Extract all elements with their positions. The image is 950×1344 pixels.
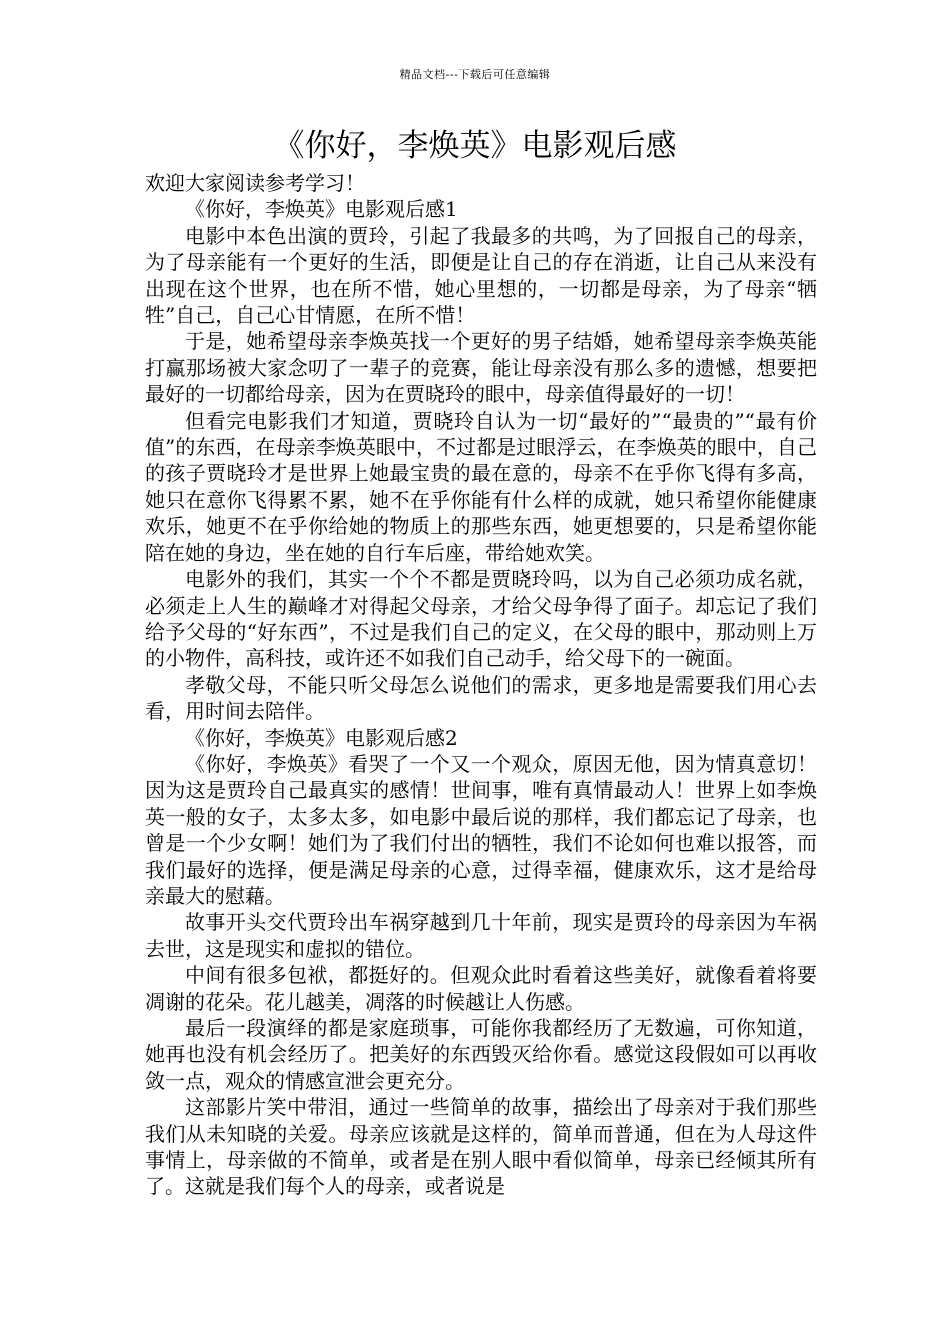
paragraph: 孝敬父母，不能只听父母怎么说他们的需求，更多地是需要我们用心去看，用时间去陪伴。 [145,672,817,724]
paragraph: 这部影片笑中带泪，通过一些简单的故事，描绘出了母亲对于我们那些我们从未知晓的关爱。母亲应该就是这样的，简单而普通，但在为人母这件事情上，母亲做的不简单，或者是在别人眼中看似简单，母亲已经倾其所有了。这就是我们每个人的母亲，或者说是 [145,1095,817,1199]
paragraph: 故事开头交代贾玲出车祸穿越到几十年前，现实是贾玲的母亲因为车祸去世，这是现实和虚拟的错位。 [145,910,817,961]
paragraph: 中间有很多包袱，都挺好的。但观众此时看着这些美好，就像看着将要凋谢的花朵。花儿越美，凋落的时候越让人伤感。 [145,963,817,1014]
paragraph: 《你好，李焕英》看哭了一个又一个观众，原因无他，因为情真意切！因为这是贾玲自己最真实的感情！世间事，唯有真情最动人！世界上如李焕英一般的女子，太多太多，如电影中最后说的那样，我们都忘记了母亲，也曾是一个少女啊！她们为了我们付出的牺牲，我们不论如何也难以报答，而我们最好的选择，便是满足母亲的心意，过得幸福，健康欢乐，这才是给母亲最大的慰藉。 [145,751,817,908]
paragraph: 电影外的我们，其实一个个不都是贾晓玲吗，以为自己必须功成名就，必须走上人生的巅峰才对得起父母亲，才给父母争得了面子。却忘记了我们给予父母的“好东西”，不过是我们自己的定义，在父母的眼中，那动则上万的小物件，高科技，或许还不如我们自己动手，给父母下的一碗面。 [145,567,817,671]
paragraph: 最后一段演绎的都是家庭琐事，可能你我都经历了无数遍，可你知道，她再也没有机会经历了。把美好的东西毁灭给你看。感觉这段假如可以再收敛一点，观众的情感宣泄会更充分。 [145,1016,817,1093]
paragraph: 电影中本色出演的贾玲，引起了我最多的共鸣，为了回报自己的母亲，为了母亲能有一个更好的生活，即便是让自己的存在消逝，让自己从来没有出现在这个世界，也在所不惜，她心里想的，一切都是母亲，为了母亲“牺牲”自己，自己心甘情愿，在所不惜！ [145,223,817,328]
paragraph: 于是，她希望母亲李焕英找一个更好的男子结婚，她希望母亲李焕英能打赢那场被大家念叨了一辈子的竞赛，能让母亲没有那么多的遗憾，想要把最好的一切都给母亲，因为在贾晓玲的眼中，母亲值得最好的一切！ [145,329,817,407]
document-title: 《你好，李焕英》电影观后感 [273,128,677,164]
document-body [145,170,817,1200]
intro-line: 欢迎大家阅读参考学习！ [145,171,365,195]
section-heading-1: 《你好，李焕英》电影观后感1 [185,197,458,222]
paragraph: 但看完电影我们才知道，贾晓玲自认为一切“最好的”“最贵的”“最有价值”的东西，在母亲李焕英眼中，不过都是过眼浮云，在李焕英的眼中，自己的孩子贾晓玲才是世界上她最宝贵的最在意的，母亲不在乎你飞得有多高，她只在意你飞得累不累，她不在乎你能有什么样的成就，她只希望你能健康欢乐，她更不在乎你给她的物质上的那些东西，她更想要的，只是希望你能陪在她的身边，坐在她的自行车后座，带给她欢笑。 [145,408,817,565]
header-note: 精品文档---下载后可任意编辑 [399,68,551,81]
section-heading-2: 《你好，李焕英》电影观后感2 [185,725,458,750]
